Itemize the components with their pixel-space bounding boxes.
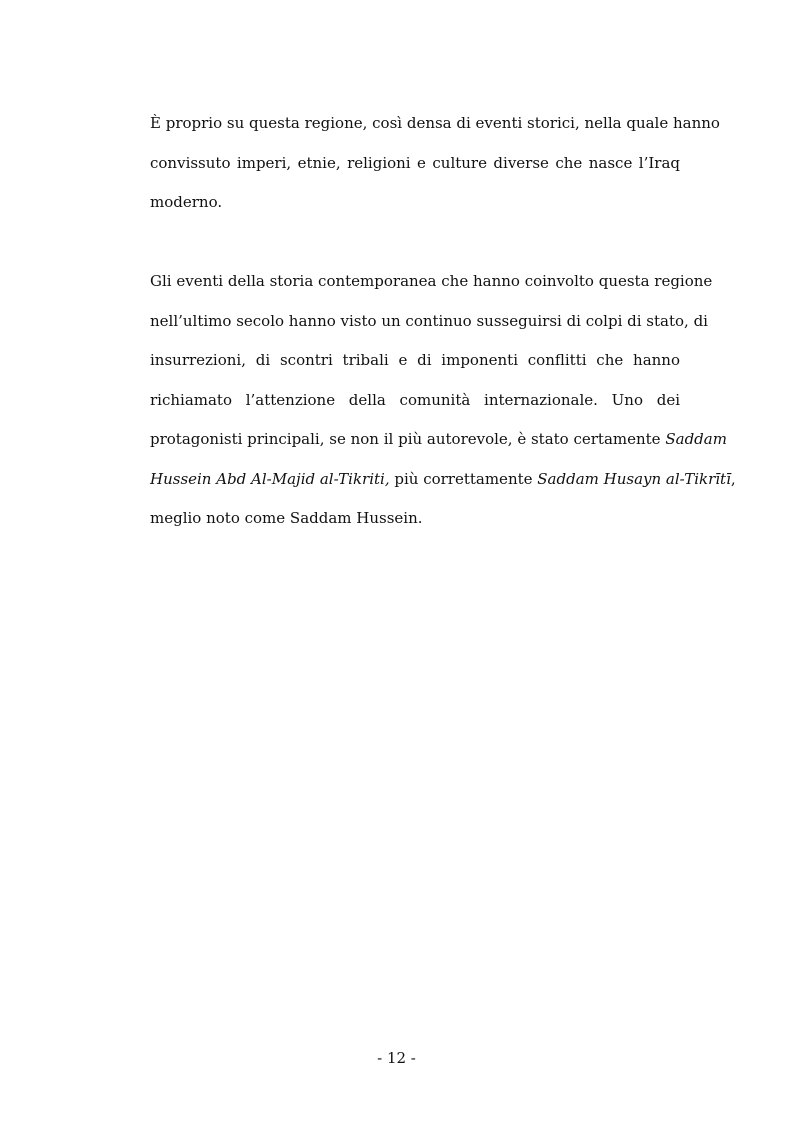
- paragraph-line: convissuto imperi, etnie, religioni e culture diverse che nasce l’Iraq: [150, 153, 680, 172]
- italic-name: Saddam: [665, 430, 727, 448]
- line-text: più correttamente: [389, 469, 538, 488]
- paragraph-line: Gli eventi della storia contemporanea che hanno coinvolto questa regione: [150, 272, 713, 290]
- paragraph-line: [150, 460, 736, 500]
- italic-name: Hussein Abd Al-Majid al-Tikriti,: [150, 469, 390, 488]
- paragraph-line: insurrezioni, di scontri tribali e di imponenti conflitti che hanno: [150, 351, 680, 369]
- line-text: ,: [730, 469, 736, 488]
- paragraph-1: [150, 104, 720, 223]
- italic-name: Saddam Husayn al-Tikrītī: [537, 469, 731, 488]
- paragraph-line: [150, 420, 727, 460]
- paragraph-line: moderno.: [150, 193, 223, 211]
- paragraph-line: richiamato l’attenzione della comunità internazionale. Uno dei: [150, 390, 680, 409]
- paragraph-2: [150, 262, 736, 539]
- paragraph-line: nell’ultimo secolo hanno visto un continuo susseguirsi di colpi di stato, di: [150, 311, 708, 330]
- line-text: protagonisti principali, se non il più autorevole, è stato certamente: [150, 430, 666, 448]
- paragraph-line: È proprio su questa regione, così densa di eventi storici, nella quale hanno: [150, 114, 720, 132]
- page-number: - 12 -: [377, 1049, 416, 1067]
- paragraph-line: meglio noto come Saddam Hussein.: [150, 509, 423, 527]
